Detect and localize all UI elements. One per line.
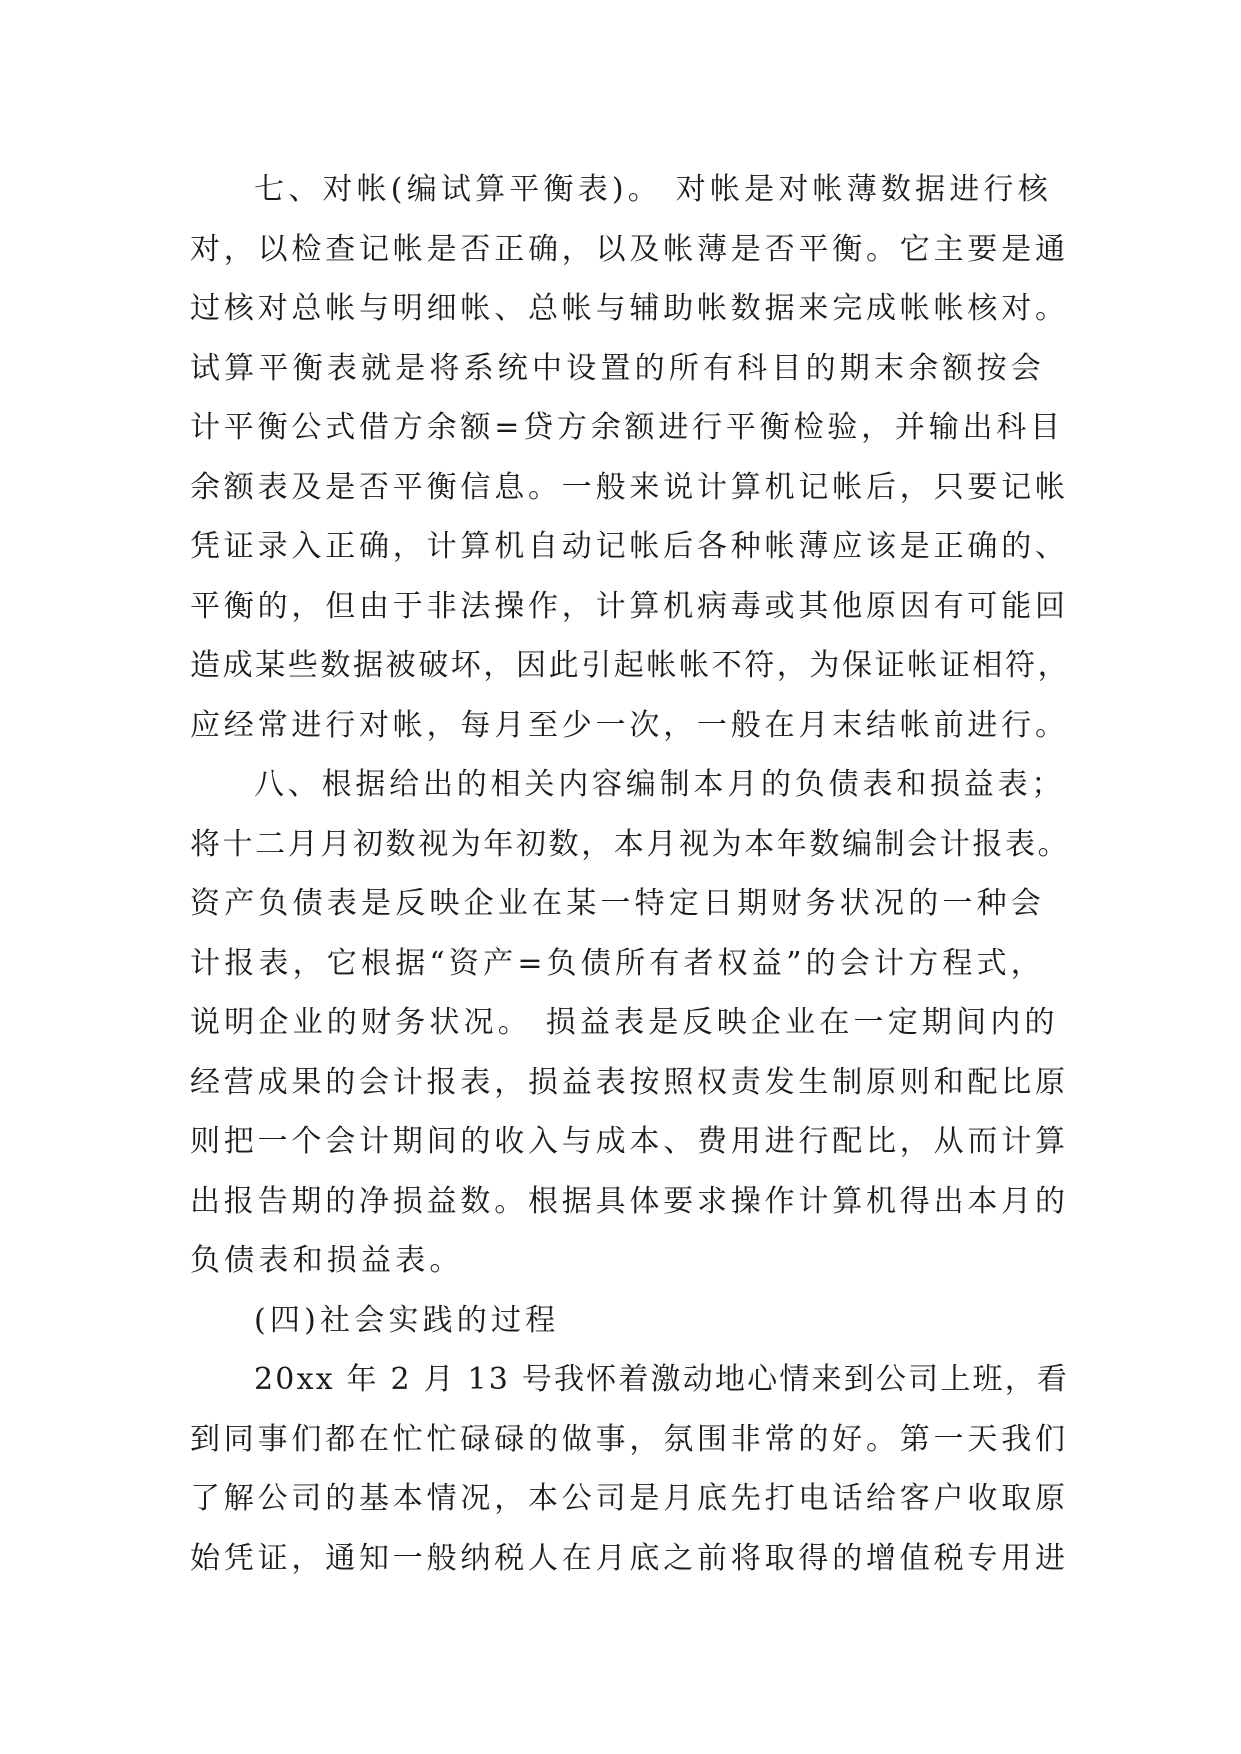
- paragraph-first-line: 20xx 年 2 月 13 号我怀着激动地心情来到公司上班，看: [254, 1362, 1070, 1397]
- text-line: 说明企业的财务状况。 损益表是反映企业在一定期间内的: [190, 1005, 1059, 1040]
- text-line: 经营成果的会计报表，损益表按照权责发生制原则和配比原: [190, 1064, 1069, 1100]
- text-line: 平衡的，但由于非法操作，计算机病毒或其他原因有可能回: [190, 588, 1069, 624]
- text-line: 造成某些数据被破坏，因此引起帐帐不符，为保证帐证相符，: [190, 648, 1071, 683]
- text-line: 计报表，它根据“资产=负债所有者权益”的会计方程式，: [190, 945, 1046, 981]
- text-line: 出报告期的净损益数。根据具体要求操作计算机得出本月的: [190, 1183, 1069, 1219]
- text-line: 则把一个会计期间的收入与成本、费用进行配比，从而计算: [190, 1124, 1069, 1159]
- text-line: 对，以检查记帐是否正确，以及帐薄是否平衡。它主要是通: [190, 231, 1069, 267]
- text-line: 试算平衡表就是将系统中设置的所有科目的期末余额按会: [190, 350, 1045, 386]
- body-text: [190, 160, 1070, 1588]
- text-line: 凭证录入正确，计算机自动记帐后各种帐薄应该是正确的、: [190, 529, 1069, 564]
- text-line: 到同事们都在忙忙碌碌的做事，氛围非常的好。第一天我们: [190, 1421, 1069, 1457]
- text-line: 过核对总帐与明细帐、总帐与辅助帐数据来完成帐帐核对。: [190, 291, 1069, 326]
- text-line: 资产负债表是反映企业在某一特定日期财务状况的一种会: [190, 886, 1045, 921]
- paragraph-first-line: 七、对帐(编试算平衡表)。 对帐是对帐薄数据进行核: [254, 172, 1052, 207]
- text-line: 应经常进行对帐，每月至少一次，一般在月末结帐前进行。: [190, 707, 1069, 743]
- text-line: 计平衡公式借方余额=贷方余额进行平衡检验，并输出科目: [190, 410, 1064, 445]
- text-line: 将十二月月初数视为年初数，本月视为本年数编制会计报表。: [190, 826, 1071, 862]
- text-line: 了解公司的基本情况，本公司是月底先打电话给客户收取原: [190, 1481, 1069, 1516]
- text-line: 始凭证，通知一般纳税人在月底之前将取得的增值税专用进: [190, 1540, 1069, 1576]
- text-line: 负债表和损益表。: [190, 1243, 464, 1278]
- paragraph-first-line: (四)社会实践的过程: [254, 1302, 560, 1338]
- paragraph-first-line: 八、根据给出的相关内容编制本月的负债表和损益表；: [254, 767, 1066, 802]
- text-line: 余额表及是否平衡信息。一般来说计算机记帐后，只要记帐: [190, 469, 1069, 505]
